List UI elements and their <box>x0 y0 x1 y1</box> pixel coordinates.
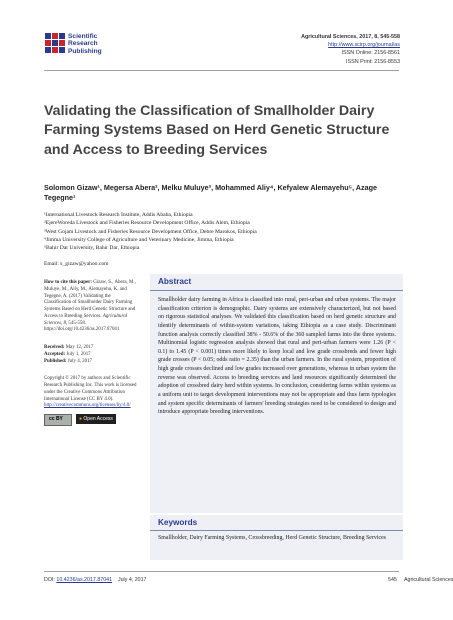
scirp-logo-icon <box>44 32 66 54</box>
license-badges <box>44 414 138 424</box>
open-access-label: Open Access <box>83 416 113 422</box>
paper-title: Validating the Classification of Smallholder Dairy Farming Systems Based on Herd Genetic Structure and Access to Breeding Services <box>44 103 390 158</box>
header-divider <box>44 70 399 71</box>
publisher-logo <box>44 30 122 60</box>
journal-info <box>301 33 400 66</box>
affiliation-item: ²EjereWoreda Livestock and Fisheries Resource Development Office, Addis Alem, Ethiopia <box>44 220 250 227</box>
affiliation-item: ⁵Bahir Dar University, Bahir Dar, Ethiopia <box>44 245 140 252</box>
issn-online: ISSN Online: 2156-8561 <box>341 50 400 57</box>
open-lock-icon: ● <box>79 416 83 422</box>
published-date: July 4, 2017 <box>67 358 93 364</box>
cc-license-link[interactable]: http://creativecommons.org/licenses/by/4.0/ <box>44 403 131 409</box>
cite-text: Gizaw, S., Abera, M., Muluye, M., Aliy, M., Alemayehu, K. and Tegegne, A. (2017) Validating the Classification of Smallholder Dairy Farming Systems Based on Herd Genetic Structure and Access to Breeding Services. <box>44 280 136 319</box>
cite-pages: 545-558. <box>68 320 87 326</box>
keywords-text: Smallholder, Dairy Farming Systems, Crossbreeding, Herd Genetic Structure, Breeding Services <box>158 535 386 541</box>
keywords-heading: Keywords <box>158 518 198 527</box>
affiliation-item: ⁴Jimma University College of Agriculture and Veterinary Medicine, Jimma, Ethiopia <box>44 237 234 244</box>
footer-doi-label: DOI: <box>44 577 55 583</box>
affiliation-item: ³West Gojam Livestock and Fisheries Resource Development Office, Debre Marokos, Ethiopia <box>44 228 257 235</box>
affiliation-item: ¹International Livestock Research Institute, Addis Ababa, Ethiopia <box>44 212 193 218</box>
cite-label: How to cite this paper: <box>44 280 92 285</box>
affiliation-list <box>44 211 404 253</box>
logo-line-2: Research <box>68 40 98 48</box>
received-date: May 12, 2017 <box>65 345 94 350</box>
article-info-column <box>44 280 138 424</box>
abstract-text: Smallholder dairy farming in Africa is classified into rural, peri-urban and urban systems. The major classification criterion is demographic. Dairy systems are extensively characterized, but not based on rigorous statistical analyses. We validated this classification based on herd genetic structure and identify determinants of within-system variations, taking Ethiopia as a case study. Discriminant function analysis correctly classified 38% - 50.6% of the 360 sampled farms into the three systems. Multinomial logistic regression analysis showed that rural and peri-urban farmers were 1.26 (P < 0.1) to 1.45 (P < 0.001) times more likely to keep local and low grade crossbreds and fewer high grade crosses (P < 0.05; odds ratio = 2.35) than the urban farmers. In the rural system, proportion of high grade crosses declined and low grades increased over generations, whereas in urban system the reverse was observed. Access to breeding services and land resources significantly determined the adoption of crossbred dairy herd within systems. In conclusion, considering farms within systems as a uniform unit to target development interventions may not be appropriate and thus farm typologies and system specific determinants of farmers' breeding strategies need to be considered to design and introduce appropriate breeding interventions. <box>158 297 396 416</box>
corresponding-email[interactable]: Email: s_gizaw@yahoo.com <box>44 261 109 267</box>
footer-page-number: 545 <box>388 577 397 583</box>
copyright-text: Copyright © 2017 by authors and Scientific Research Publishing Inc. This work is licensed under the Creative Commons Attribution International License (CC BY 4.0). <box>44 376 137 402</box>
footer-divider <box>44 571 399 572</box>
author-list: Solomon Gizaw¹, Megersa Abera², Melku Muluye³, Mohammed Aliy⁴, Kefyalew Alemayehu⁵, Azage Tegegne¹ <box>44 183 377 203</box>
issn-print: ISSN Print: 2156-8553 <box>346 58 400 65</box>
journal-line: Agricultural Sciences, 2017, 8, 545-558 <box>301 34 400 40</box>
page-footer <box>44 577 453 583</box>
copyright-block <box>44 376 138 410</box>
open-access-badge[interactable] <box>76 414 116 424</box>
published-label: Published: <box>44 358 67 364</box>
dates-block <box>44 345 138 365</box>
footer-doi-link[interactable]: 10.4236/as.2017.87041 <box>56 577 113 583</box>
logo-line-3: Publishing <box>68 47 102 55</box>
footer-journal: Agricultural Sciences <box>404 577 453 583</box>
abstract-heading: Abstract <box>158 277 192 286</box>
citation-block <box>44 280 138 334</box>
received-label: Received: <box>44 345 65 350</box>
cite-journal: Agricultural Sciences, 8, <box>44 313 128 326</box>
accepted-date: July 1, 2017 <box>66 351 91 357</box>
footer-date: July 4, 2017 <box>117 577 147 583</box>
accepted-label: Accepted: <box>44 351 66 357</box>
cite-doi-link[interactable]: https://doi.org/10.4236/as.2017.87041 <box>44 327 120 333</box>
cc-by-badge[interactable] <box>44 414 72 426</box>
logo-line-1: Scientific <box>68 33 98 40</box>
journal-url-link[interactable]: http://www.scirp.org/journal/as <box>328 42 400 49</box>
cc-badge-label: cc BY <box>49 416 63 422</box>
